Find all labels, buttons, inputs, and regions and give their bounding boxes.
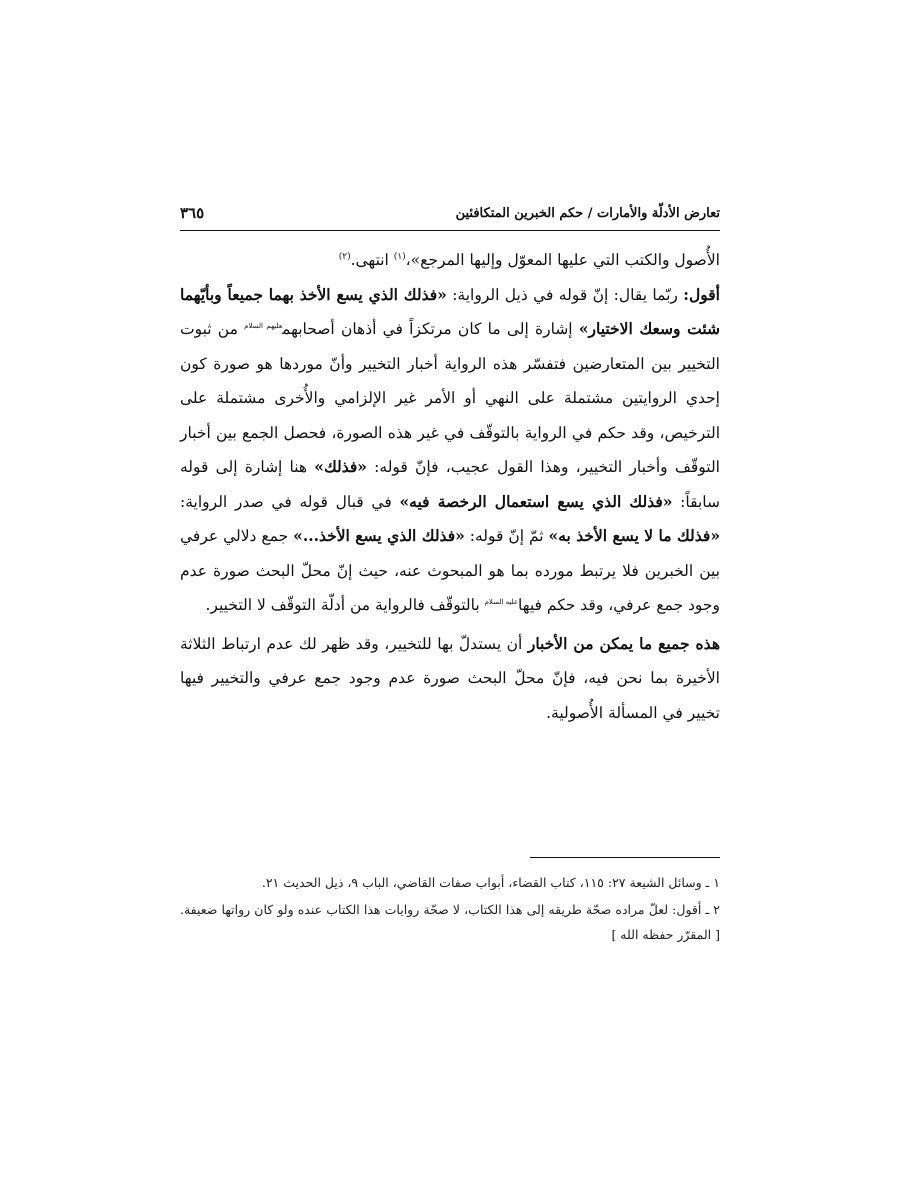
footnote-ref-2[interactable]: (٢)	[338, 251, 351, 262]
quotation-4: «فذلك ما لا يسع الأخذ به»	[548, 526, 721, 545]
paragraph-2-text-3: من ثبوت التخيير بين المتعارضين فتفسّر هذه الرواية أخبار التخيير وأنّ موردها هو صورة كون إحدي الروايتين مشتملة على النهي أو الأمر غير الإلزامي والأُخرى مشتملة على الترخيص، وقد حكم في الرواية بالتوقّف في غير هذه الصورة، فحصل الجمع بين أخبار التوقّف وأخبار التخيير، وهذا القول عجيب، فإنّ قوله:	[180, 320, 720, 476]
footnote-separator	[530, 857, 720, 858]
honorific-glyph-1: عليهم السلام	[244, 321, 283, 330]
honorific-glyph-2: عليه السلام	[484, 597, 519, 606]
paragraph-1-text: الأُصول والكتب التي عليها المعوّل وإليها المرجع»،	[405, 251, 720, 269]
footnote-2: ٢ ـ أقول: لعلّ مراده صحّة طريقه إلى هذا الكتاب، لا صحّة روايات هذا الكتاب عنده ولو كان رواتها ضعيفة. [ المقرّر حفظه الله ]	[180, 902, 720, 942]
paragraph-1-text-2: انتهى.	[350, 251, 394, 269]
paragraph-2	[180, 278, 720, 623]
footnote-ref-1[interactable]: (١)	[393, 251, 406, 262]
paragraph-3	[180, 627, 720, 731]
main-text	[180, 243, 720, 730]
paragraph-2-lead: أقول:	[683, 284, 720, 304]
paragraph-2-text-4: هنا إشارة إلى قوله سابقاً:	[180, 458, 720, 511]
running-title: تعارض الأدلّة والأمارات / حكم الخبرين المتكافئين	[455, 206, 720, 221]
quotation-5: «فذلك الذي يسع الأخذ...»	[293, 526, 465, 545]
paragraph-2-text-6: ثمّ إنّ قوله:	[464, 527, 549, 545]
page-number: ٣٦٥	[180, 204, 205, 222]
paragraph-2-text-8: بالتوقّف فالرواية من أدلّة التوقّف لا التخيير.	[205, 596, 485, 614]
quotation-1: «فذلك الذي يسع الأخذ بهما جميعاً وبأيّهما شئت وسعك الاختيار»	[180, 284, 721, 338]
paragraph-3-text: أن يستدلّ بها للتخيير، وقد ظهر لك عدم ارتباط الثلاثة الأخيرة بما نحن فيه، فإنّ محلّ البحث صورة عدم وجود جمع عرفي والتخيير فيها تخيير في المسألة الأُصولية.	[180, 634, 720, 722]
header-rule	[180, 230, 720, 231]
paragraph-2-text-2: إشارة إلى ما كان مرتكزاً في أذهان أصحابهم	[282, 320, 579, 338]
quotation-2: «فذلك»	[314, 457, 367, 476]
footnote-1: ١ ـ وسائل الشيعة ٢٧: ١١٥، كتاب القضاء، أبواب صفات القاضي، الباب ٩، ذيل الحديث ٢١.	[261, 875, 720, 890]
quotation-3: «فذلك الذي يسع استعمال الرخصة فيه»	[399, 491, 673, 511]
paragraph-1	[180, 243, 720, 278]
paragraph-2-text-5: في قبال قوله في صدر الرواية:	[180, 492, 400, 511]
paragraph-2-text-1: ربّما يقال: إنّ قوله في ذيل الرواية:	[446, 285, 684, 304]
paragraph-3-lead: هذه جميع ما يمكن من الأخبار	[527, 633, 720, 653]
paragraph-2-text-7: جمع دلالي عرفي بين الخبرين فلا يرتبط مورده بما هو المبحوث عنه، حيث إنّ محلّ البحث صورة عدم وجود جمع عرفي، وقد حكم فيها	[180, 527, 720, 614]
running-header	[180, 200, 720, 230]
footnotes	[180, 870, 720, 949]
